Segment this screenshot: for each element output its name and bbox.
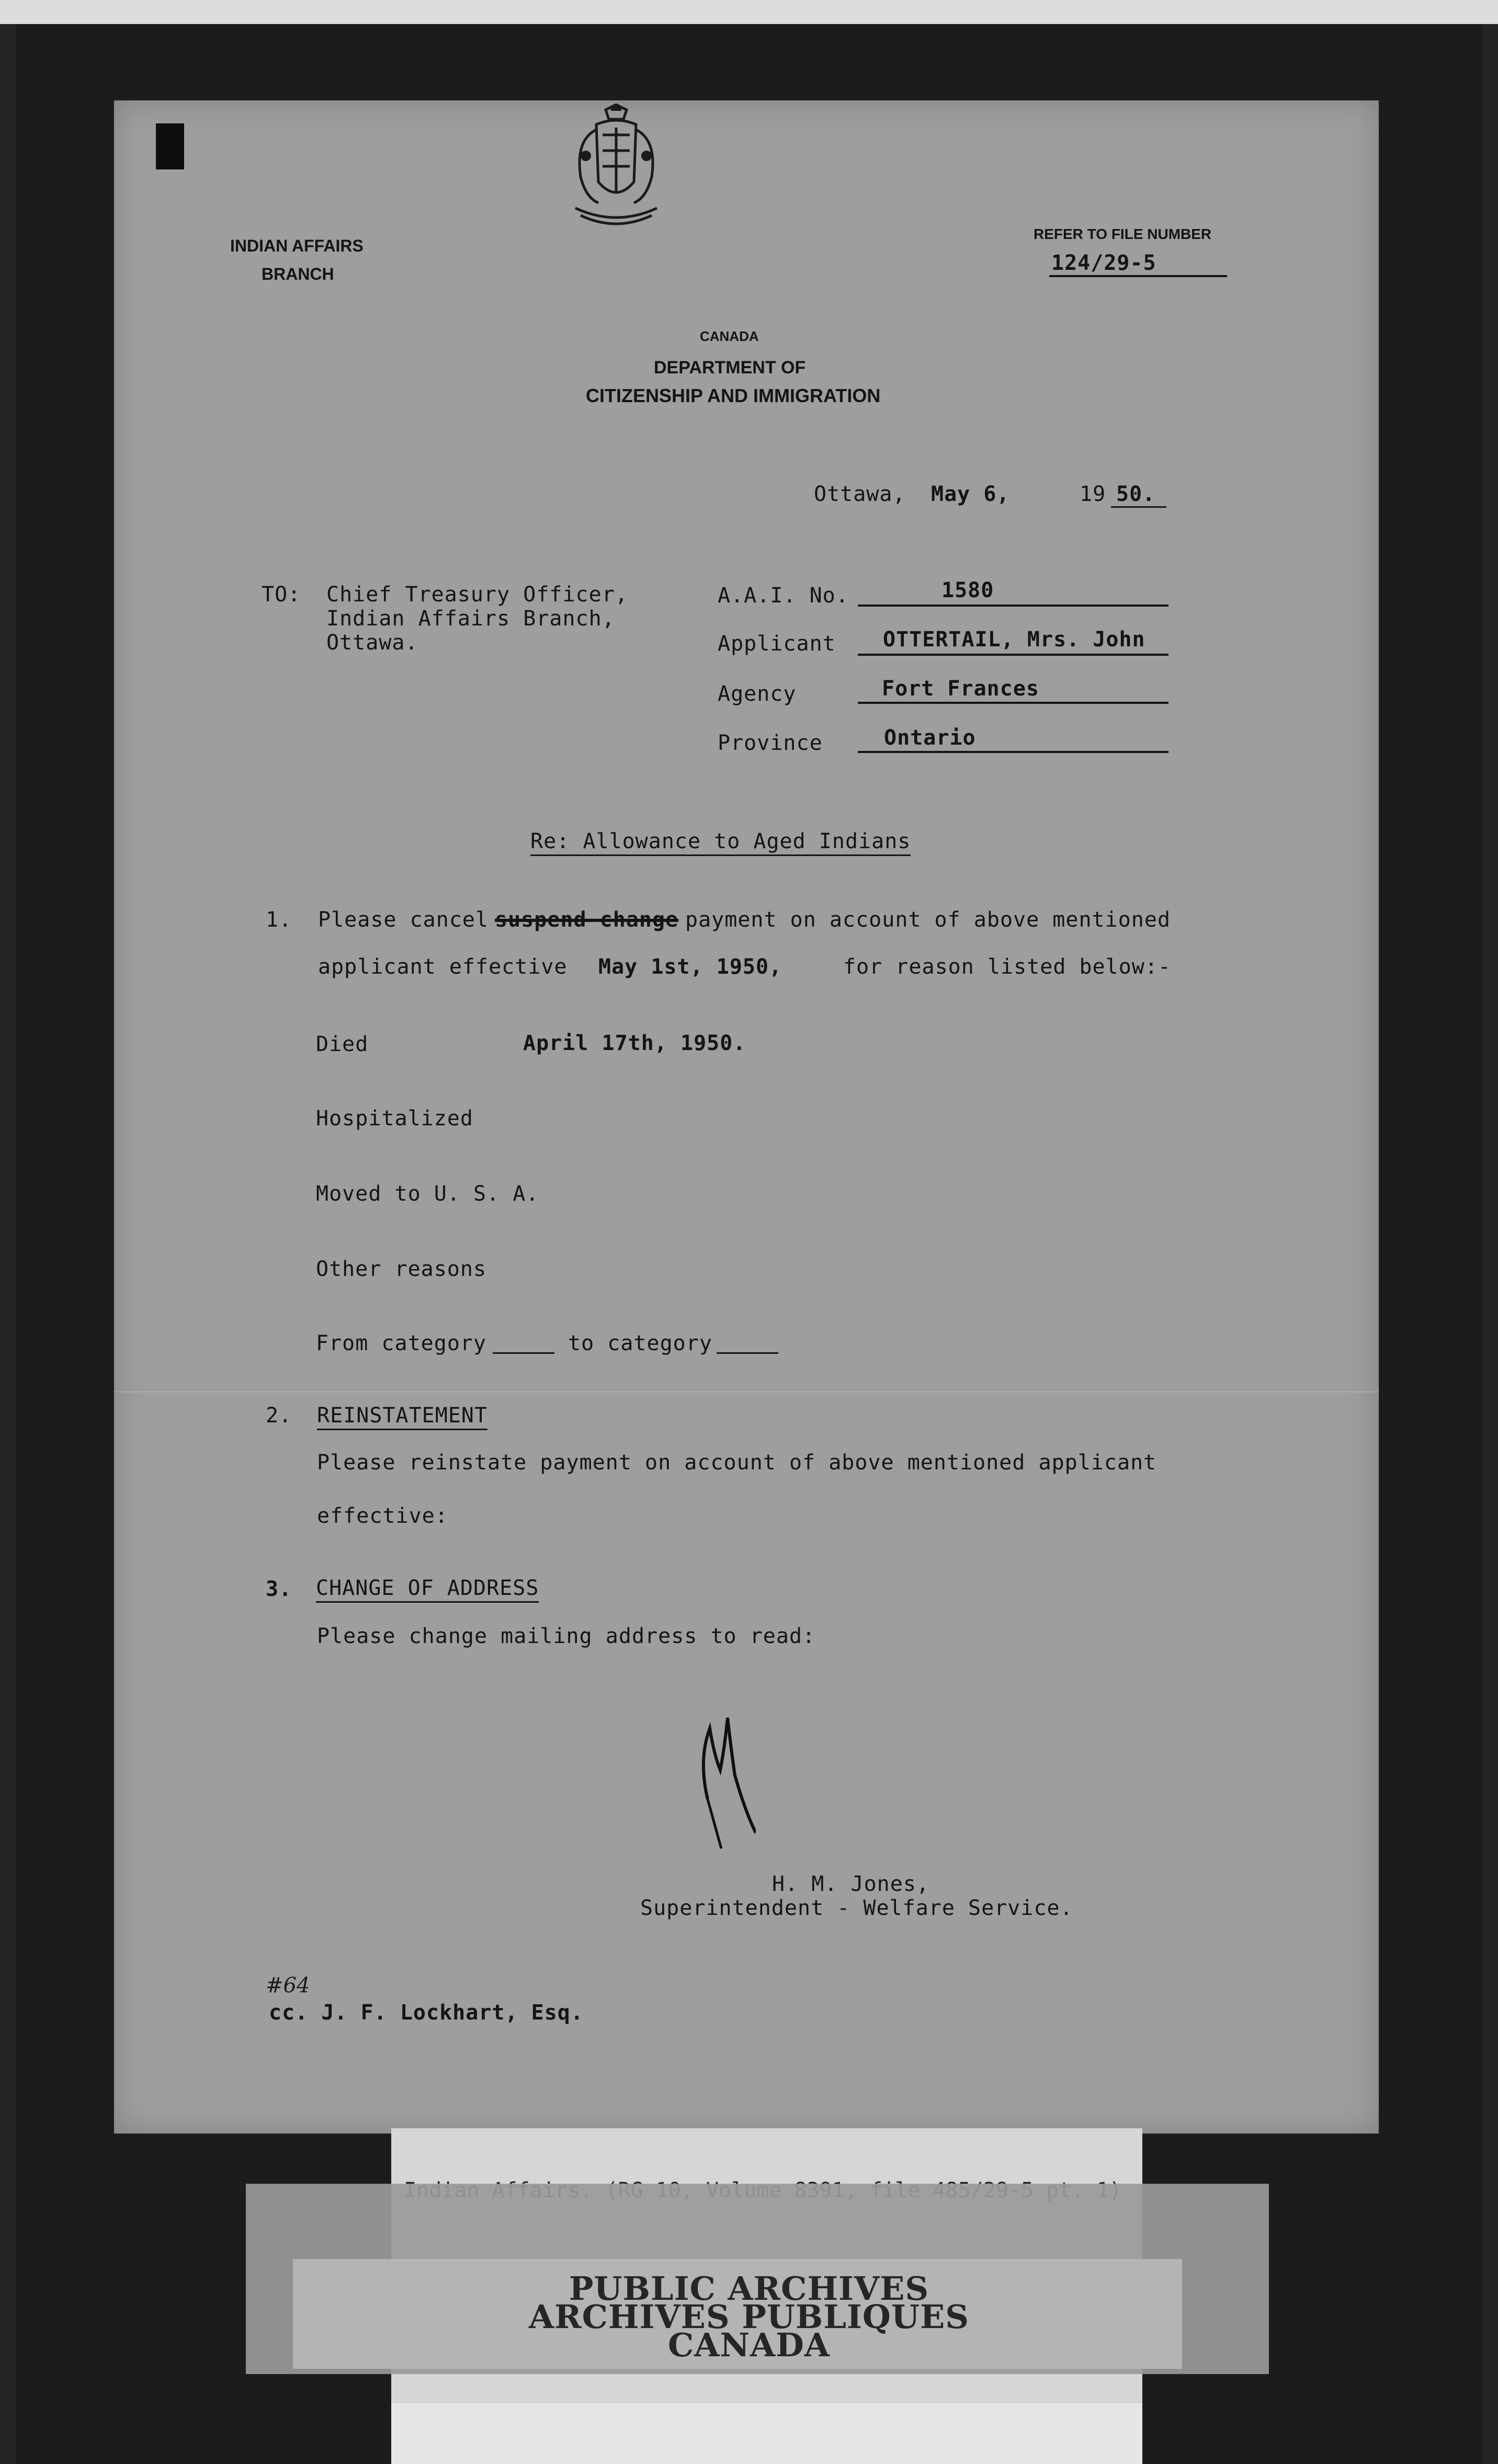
branch-line-1: INDIAN AFFAIRS — [230, 236, 364, 255]
recipient-line-1: Chief Treasury Officer, — [326, 583, 628, 607]
section-1-text-b: payment on account of above mentioned — [685, 908, 1171, 932]
section-1-number: 1. — [266, 908, 292, 932]
signatory-title: Superintendent - Welfare Service. — [640, 1896, 1073, 1920]
handwritten-reference-mark: #64 — [266, 1974, 310, 1998]
province-line — [858, 751, 1168, 753]
effective-date: May 1st, 1950, — [598, 955, 782, 979]
coat-of-arms-icon — [565, 104, 667, 233]
from-category-label: From category — [316, 1331, 487, 1355]
date-place: Ottawa, — [814, 482, 906, 506]
to-category-label: to category — [568, 1331, 712, 1355]
scan-top-border — [0, 0, 1498, 24]
reason-hospitalized: Hospitalized — [316, 1106, 473, 1131]
archive-label-bottom — [391, 2403, 1142, 2464]
department-line-2: CITIZENSHIP AND IMMIGRATION — [586, 385, 881, 406]
signatory-name: H. M. Jones, — [772, 1872, 929, 1896]
date-year: 50. — [1116, 482, 1156, 506]
change-of-address-heading: CHANGE OF ADDRESS — [316, 1576, 539, 1603]
scan-right-edge — [1482, 24, 1498, 2464]
reinstatement-heading: REINSTATEMENT — [317, 1404, 487, 1430]
struck-out-text: suspend change — [495, 908, 679, 932]
section-3-number: 3. — [266, 1577, 292, 1601]
recipient-line-3: Ottawa. — [326, 631, 418, 655]
applicant-value: OTTERTAIL, Mrs. John — [883, 628, 1145, 652]
handwritten-initial-signature — [677, 1697, 756, 1854]
department-line-1: DEPARTMENT OF — [654, 358, 806, 378]
date-month-day: May 6, — [931, 482, 1010, 506]
recipient-line-2: Indian Affairs Branch, — [326, 607, 615, 631]
date-century: 19 — [1080, 482, 1106, 506]
reinstatement-line-2: effective: — [317, 1504, 448, 1528]
aai-value: 1580 — [941, 578, 994, 602]
crest-caption: CANADA — [700, 328, 759, 344]
scan-left-edge — [0, 24, 16, 2464]
died-date: April 17th, 1950. — [523, 1031, 746, 1055]
archive-stamp-line-1: PUBLIC ARCHIVES — [569, 2269, 929, 2308]
carbon-copy-line: cc. J. F. Lockhart, Esq. — [269, 2001, 584, 2025]
reason-intro: for reason listed below:- — [843, 955, 1172, 979]
section-1-text-a: Please cancel — [318, 908, 489, 932]
effective-label: applicant effective — [318, 955, 568, 979]
file-number: 124/29-5 — [1051, 251, 1156, 275]
agency-value: Fort Frances — [882, 677, 1039, 701]
file-number-line — [1049, 275, 1227, 277]
refer-file-label: REFER TO FILE NUMBER — [1034, 226, 1212, 242]
to-category-blank — [717, 1352, 778, 1354]
branch-line-2: BRANCH — [262, 265, 334, 283]
subject-line: Re: Allowance to Aged Indians — [530, 829, 911, 856]
reason-died: Died — [316, 1032, 369, 1056]
section-2-number: 2. — [266, 1404, 292, 1428]
agency-label: Agency — [718, 682, 797, 706]
change-of-address-line: Please change mailing address to read: — [317, 1624, 816, 1648]
province-value: Ontario — [884, 726, 976, 750]
archive-stamp-line-3: CANADA — [667, 2326, 831, 2364]
redaction-block — [156, 123, 184, 169]
province-label: Province — [718, 731, 823, 755]
applicant-line — [858, 654, 1168, 656]
archive-stamp-line-2: ARCHIVES PUBLIQUES — [528, 2298, 970, 2336]
applicant-label: Applicant — [718, 632, 836, 656]
reinstatement-line-1: Please reinstate payment on account of above mentioned applicant — [317, 1451, 1157, 1475]
reason-other: Other reasons — [316, 1257, 487, 1281]
agency-line — [858, 702, 1168, 704]
aai-line — [858, 604, 1168, 607]
to-label: TO: — [262, 583, 301, 607]
aai-label: A.A.I. No. — [718, 584, 849, 608]
paper-fold-line — [114, 1391, 1379, 1393]
from-category-blank — [493, 1352, 554, 1354]
reason-moved: Moved to U. S. A. — [316, 1182, 539, 1206]
date-year-line — [1111, 506, 1166, 508]
